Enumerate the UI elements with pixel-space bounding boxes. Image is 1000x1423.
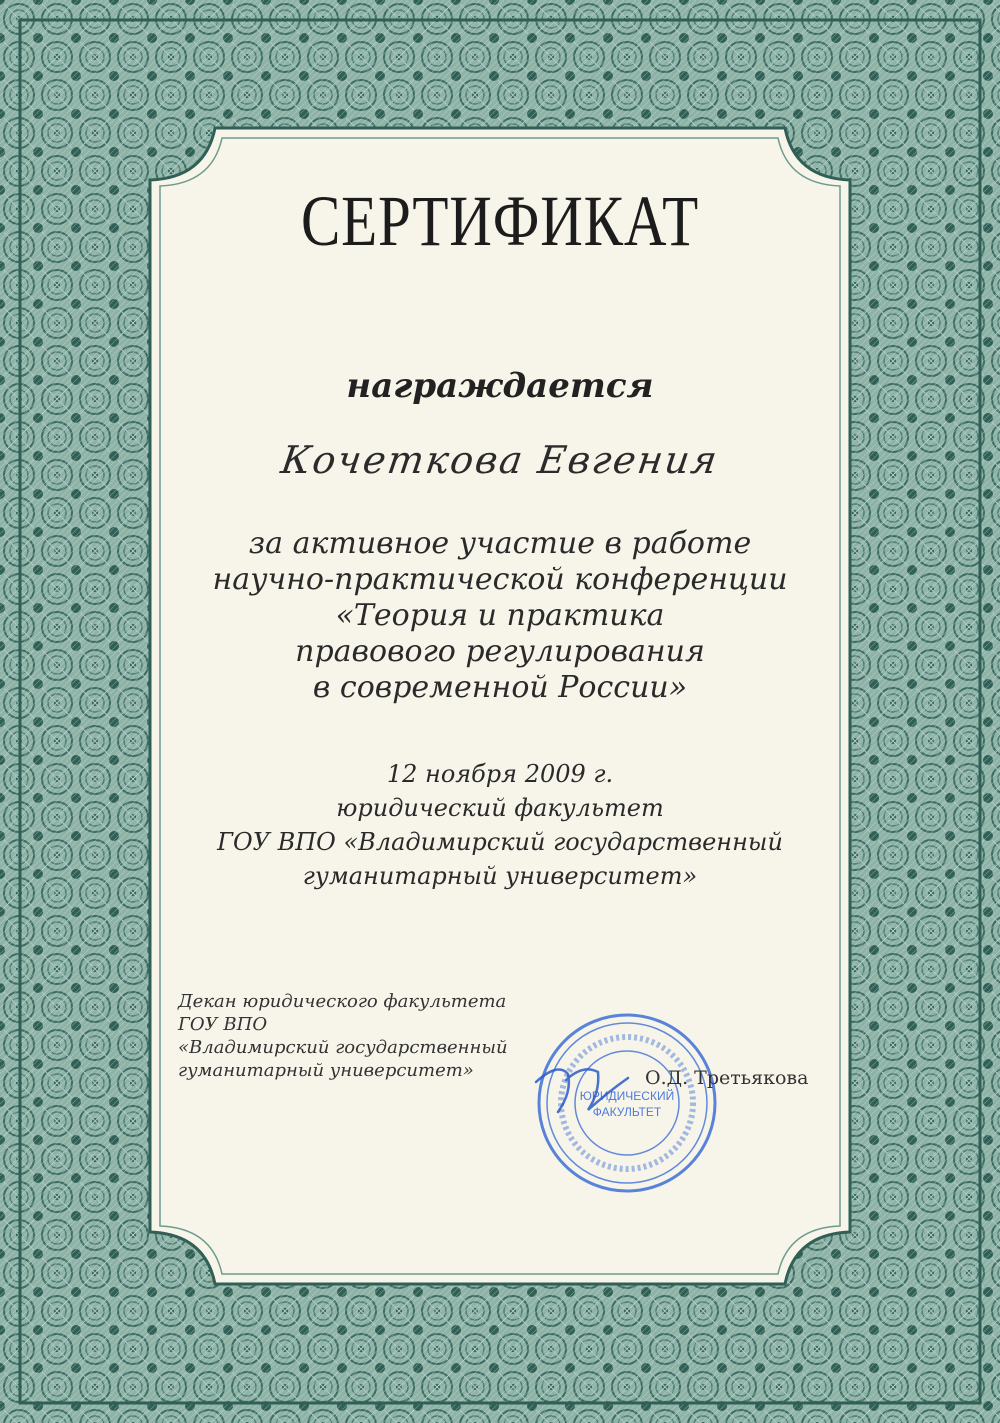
reason-line: правового регулирования	[295, 634, 705, 669]
reason-line: «Теория и практика	[335, 598, 665, 633]
recipient-name: Кочеткова Евгения	[278, 438, 722, 482]
reason-line: научно-практической конференции	[212, 562, 788, 597]
awarded-label: награждается	[346, 366, 654, 406]
dean-line: гуманитарный университет»	[178, 1060, 474, 1081]
signer-name: О.Д. Третьякова	[645, 1067, 809, 1089]
certificate-title: СЕРТИФИКАТ	[300, 181, 700, 261]
event-university-line-2: гуманитарный университет»	[302, 862, 698, 890]
reason-line: за активное участие в работе	[248, 526, 752, 561]
award-reason	[0, 526, 1000, 706]
stamp-text-2: ФАКУЛЬТЕТ	[592, 1105, 662, 1119]
stamp-text-1: ЮРИДИЧЕСКИЙ	[579, 1089, 675, 1103]
dean-line: «Владимирский государственный	[178, 1037, 508, 1058]
reason-line: в современной России»	[312, 670, 688, 705]
dean-title	[178, 990, 508, 1082]
event-university-line-1: ГОУ ВПО «Владимирский государственный	[217, 828, 783, 856]
event-faculty: юридический факультет	[336, 794, 664, 822]
dean-signature	[528, 1052, 638, 1132]
event-date: 12 ноября 2009 г.	[386, 760, 614, 788]
dean-line: ГОУ ВПО	[178, 1014, 268, 1035]
dean-line: Декан юридического факультета	[178, 991, 507, 1012]
event-details	[0, 757, 1000, 893]
